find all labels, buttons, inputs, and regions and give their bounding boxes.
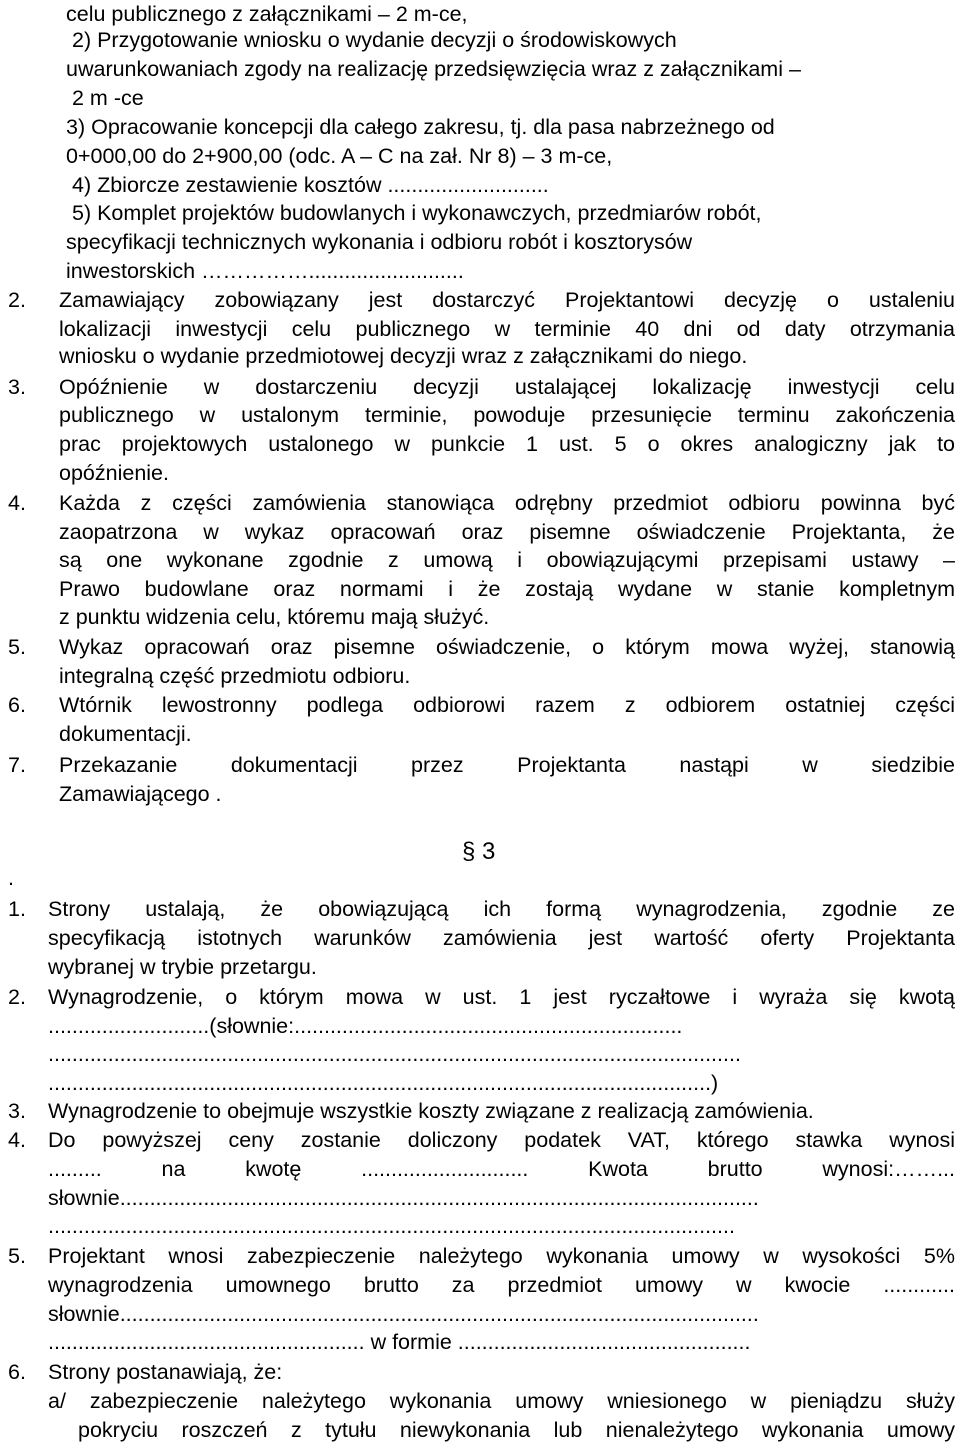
text-line: 3) Opracowanie koncepcji dla całego zakresu, tj. dla pasa nabrzeżnego od (66, 115, 775, 139)
item-line: z punktu widzenia celu, któremu mają służyć. (59, 605, 490, 629)
item-number: 6. (8, 693, 26, 717)
item-line: ................................................................................................................... (48, 1214, 735, 1238)
item-line: ..................................................... w formie ................................................. (48, 1330, 751, 1354)
section-heading: § 3 (462, 838, 496, 865)
item-line: pokryciu roszczeń z tytułu niewykonania lub nienależytego wykonania umowy (78, 1418, 955, 1442)
text-line: inwestorskich …………….......................... (66, 259, 464, 283)
item-line: Każda z części zamówienia stanowiąca odrębny przedmiot odbioru powinna być (59, 491, 955, 515)
item-number: 2. (8, 985, 26, 1009)
text-line: 4) Zbiorcze zestawienie kosztów ........................... (72, 173, 549, 197)
stray-dot: . (8, 866, 14, 890)
text-line: 0+000,00 do 2+900,00 (odc. A – C na zał. Nr 8) – 3 m-ce, (66, 144, 613, 168)
item-number: 5. (8, 635, 26, 659)
text-line: 5) Komplet projektów budowlanych i wykonawczych, przedmiarów robót, (72, 201, 762, 225)
item-line: Strony postanawiają, że: (48, 1360, 283, 1384)
item-line: Wynagrodzenie, o którym mowa w ust. 1 jest ryczałtowe i wyraża się kwotą (48, 985, 955, 1009)
item-line: słownie........................................................................................................... (48, 1186, 759, 1210)
item-line: słownie........................................................................................................... (48, 1302, 759, 1326)
item-line: integralną część przedmiotu odbioru. (59, 664, 411, 688)
text-line: celu publicznego z załącznikami – 2 m-ce, (66, 2, 468, 26)
item-line: Do powyższej ceny zostanie doliczony podatek VAT, którego stawka wynosi (48, 1128, 955, 1152)
item-line: Wtórnik lewostronny podlega odbiorowi razem z odbiorem ostatniej części (59, 693, 955, 717)
item-line: Wynagrodzenie to obejmuje wszystkie koszty związane z realizacją zamówienia. (48, 1099, 814, 1123)
item-line: Projektant wnosi zabezpieczenie należytego wykonania umowy w wysokości 5% (48, 1244, 955, 1268)
item-line: ...........................(słownie:................................................................. (48, 1014, 683, 1038)
item-line: ...............................................................................................................) (48, 1071, 719, 1095)
item-number: 4. (8, 491, 26, 515)
item-line: Zamawiającego . (59, 782, 222, 806)
item-line: .................................................................................................................... (48, 1042, 741, 1066)
item-line: wynagrodzenia umownego brutto za przedmiot umowy w kwocie ............ (48, 1273, 955, 1297)
item-number: 5. (8, 1244, 26, 1268)
item-line: lokalizacji inwestycji celu publicznego w terminie 40 dni od daty otrzymania (59, 317, 955, 341)
item-line: Przekazanie dokumentacji przez Projektanta nastąpi w siedzibie (59, 753, 955, 777)
text-line: specyfikacji technicznych wykonania i odbioru robót i kosztorysów (66, 230, 693, 254)
item-line: Opóźnienie w dostarczeniu decyzji ustalającej lokalizację inwestycji celu (59, 375, 955, 399)
item-line: Prawo budowlane oraz normami i że zostają wydane w stanie kompletnym (59, 577, 955, 601)
item-line: ......... na kwotę ............................ Kwota brutto wynosi:……... (48, 1157, 955, 1181)
item-number: 3. (8, 375, 26, 399)
item-number: 4. (8, 1128, 26, 1152)
item-number: 7. (8, 753, 26, 777)
item-line: dokumentacji. (59, 722, 192, 746)
item-line: Zamawiający zobowiązany jest dostarczyć Projektantowi decyzję o ustaleniu (59, 288, 955, 312)
item-line: Strony ustalają, że obowiązującą ich formą wynagrodzenia, zgodnie ze (48, 897, 955, 921)
item-line: wybranej w trybie przetargu. (48, 955, 317, 979)
item-line: zaopatrzona w wykaz opracowań oraz pisemne oświadczenie Projektanta, że (59, 520, 955, 544)
item-line: Wykaz opracowań oraz pisemne oświadczenie, o którym mowa wyżej, stanowią (59, 635, 955, 659)
item-number: 2. (8, 288, 26, 312)
item-line: publicznego w ustalonym terminie, powoduje przesunięcie terminu zakończenia (59, 403, 955, 427)
item-line: wniosku o wydanie przedmiotowej decyzji wraz z załącznikami do niego. (59, 344, 748, 368)
text-line: 2) Przygotowanie wniosku o wydanie decyzji o środowiskowych (72, 28, 677, 52)
item-number: 1. (8, 897, 26, 921)
item-line: specyfikacją istotnych warunków zamówienia jest wartość oferty Projektanta (48, 926, 955, 950)
item-line: opóźnienie. (59, 461, 169, 485)
item-number: 3. (8, 1099, 26, 1123)
item-line: prac projektowych ustalonego w punkcie 1 ust. 5 o okres analogiczny jak to (59, 432, 955, 456)
text-line: uwarunkowaniach zgody na realizację przedsięwzięcia wraz z załącznikami – (66, 57, 801, 81)
text-line: 2 m -ce (72, 86, 144, 110)
item-number: 6. (8, 1360, 26, 1384)
item-line: są one wykonane zgodnie z umową i obowiązującymi przepisami ustawy – (59, 548, 955, 572)
item-line: a/ zabezpieczenie należytego wykonania umowy wniesionego w pieniądzu służy (48, 1389, 955, 1413)
